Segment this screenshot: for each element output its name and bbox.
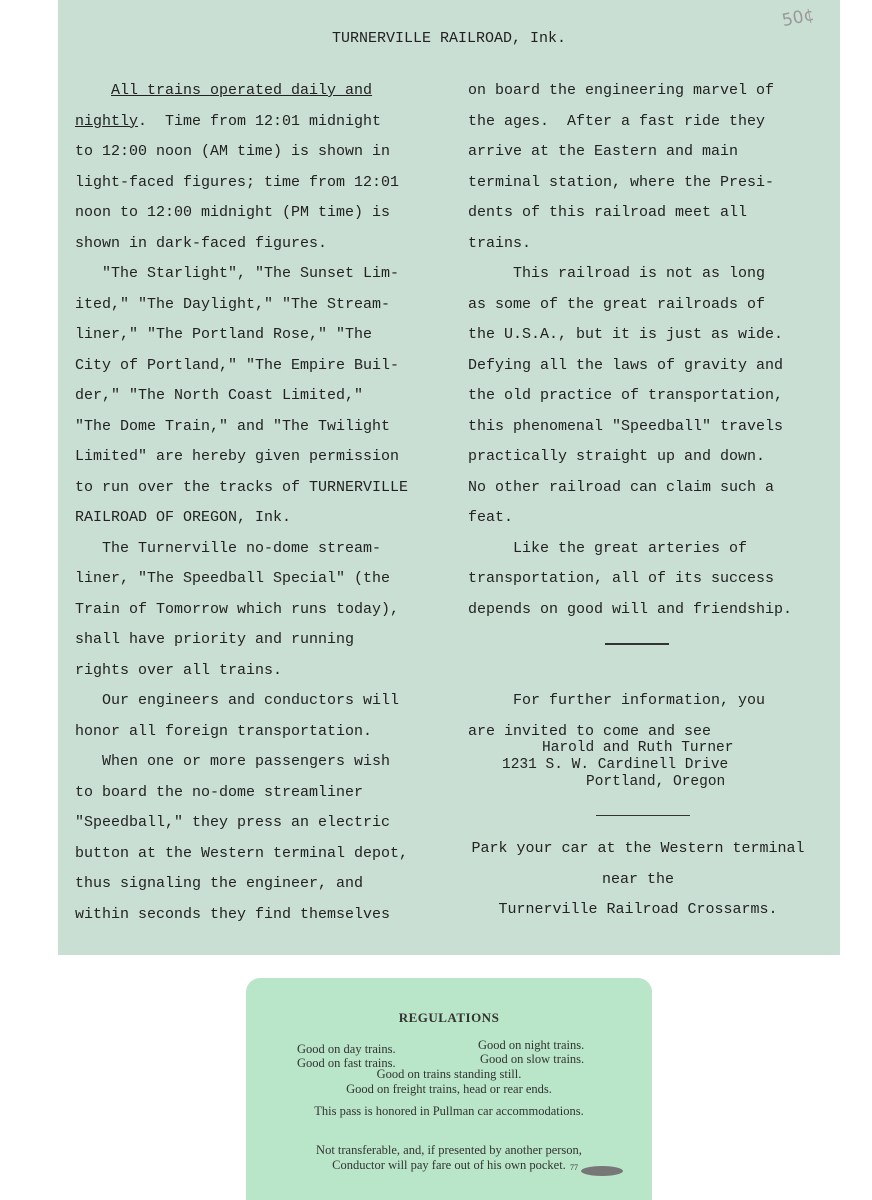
text-line: to 12:00 noon (AM time) is shown in: [75, 143, 391, 160]
text-line: the ages. After a fast ride they: [468, 112, 766, 130]
contact-city: Portland, Oregon: [586, 774, 726, 790]
text-line: When one or more passengers wish: [75, 753, 391, 770]
text-line: City of Portland," "The Empire Buil-: [75, 356, 400, 374]
card-line: Good on fast trains.: [297, 1056, 396, 1070]
text-line: honor all foreign transportation.: [75, 722, 373, 740]
text-line: ited," "The Daylight," "The Stream-: [75, 295, 391, 313]
text-line: noon to 12:00 midnight (PM time) is: [75, 204, 391, 221]
contact-address: 1231 S. W. Cardinell Drive: [502, 757, 729, 773]
card-line: Good on day trains.: [297, 1042, 396, 1056]
text-line: der," "The North Coast Limited,": [75, 387, 364, 404]
text-line: rights over all trains.: [75, 661, 283, 679]
text-line: For further information, you: [468, 692, 766, 709]
text-line: trains.: [468, 234, 532, 252]
text-line: No other railroad can claim such a: [468, 478, 775, 496]
text-line: nightly. Time from 12:01 midnight: [75, 112, 382, 130]
text-line: RAILROAD OF OREGON, Ink.: [75, 509, 292, 526]
text-line: liner, "The Speedball Special" (the: [75, 570, 391, 587]
text-line: to board the no-dome streamliner: [75, 783, 364, 801]
text-line: [468, 625, 792, 656]
text-line: depends on good will and friendship.: [468, 600, 793, 618]
card-line: Good on night trains.: [478, 1038, 585, 1052]
card-line: Good on freight trains, head or rear ends.: [346, 1082, 552, 1096]
text-line: light-faced figures; time from 12:01: [75, 173, 400, 191]
text-line: "The Starlight", "The Sunset Lim-: [75, 265, 400, 282]
text-line: [468, 656, 792, 687]
text-line: Our engineers and conductors will: [75, 692, 400, 709]
parking-note: [468, 834, 808, 926]
card-line: Good on slow trains.: [480, 1052, 585, 1066]
parking-line: Turnerville Railroad Crossarms.: [498, 901, 778, 918]
card-line: This pass is honored in Pullman car accommodations.: [314, 1104, 584, 1118]
text-line: practically straight up and down.: [468, 448, 766, 465]
text-line: Like the great arteries of: [468, 539, 748, 557]
text-line: shall have priority and running: [75, 631, 355, 648]
text-line: arrive at the Eastern and main: [468, 143, 739, 160]
card-title: REGULATIONS: [398, 1010, 500, 1025]
text-line: terminal station, where the Presi-: [468, 173, 775, 191]
regulations-card: [246, 978, 652, 1200]
text-line: thus signaling the engineer, and: [75, 875, 364, 892]
card-line: Good on trains standing still.: [376, 1067, 522, 1081]
text-line: transportation, all of its success: [468, 570, 775, 587]
text-line: on board the engineering marvel of: [468, 82, 775, 99]
right-column: [468, 76, 792, 747]
text-line: shown in dark-faced figures.: [75, 234, 328, 252]
text-line: feat.: [468, 509, 514, 526]
divider: [596, 815, 690, 816]
text-line: are invited to come and see: [468, 722, 712, 740]
text-line: This railroad is not as long: [468, 265, 766, 282]
card-line: Not transferable, and, if presented by another person,: [316, 1143, 582, 1157]
contact-block: [502, 740, 733, 791]
text-line: dents of this railroad meet all: [468, 204, 748, 221]
contact-name: Harold and Ruth Turner: [542, 740, 734, 756]
text-line: The Turnerville no-dome stream-: [75, 539, 382, 557]
text-line: button at the Western terminal depot,: [75, 844, 409, 862]
parking-line: near the: [601, 870, 674, 888]
text-line: liner," "The Portland Rose," "The: [75, 326, 373, 343]
text-line: Train of Tomorrow which runs today),: [75, 600, 400, 618]
left-column: [75, 76, 408, 930]
price-note: 50¢: [780, 4, 817, 32]
text-line: the U.S.A., but it is just as wide.: [468, 326, 784, 343]
text-line: "The Dome Train," and "The Twilight: [75, 417, 391, 435]
text-line: as some of the great railroads of: [468, 295, 766, 313]
text-line: "Speedball," they press an electric: [75, 814, 391, 831]
parking-line: Park your car at the Western terminal: [471, 840, 805, 857]
text-line: Defying all the laws of gravity and: [468, 356, 784, 374]
text-line: to run over the tracks of TURNERVILLE: [75, 478, 409, 496]
printer-mark: 77: [570, 1163, 578, 1172]
text-line: the old practice of transportation,: [468, 387, 784, 404]
union-label-icon: [581, 1166, 623, 1176]
text-line: All trains operated daily and: [111, 82, 373, 99]
text-line: this phenomenal "Speedball" travels: [468, 417, 784, 435]
card-line: Conductor will pay fare out of his own pocket.: [332, 1158, 566, 1172]
text-line: within seconds they find themselves: [75, 905, 391, 923]
divider: [605, 643, 669, 645]
text-line: Limited" are hereby given permission: [75, 448, 400, 465]
page-title: TURNERVILLE RAILROAD, Ink.: [332, 30, 567, 47]
